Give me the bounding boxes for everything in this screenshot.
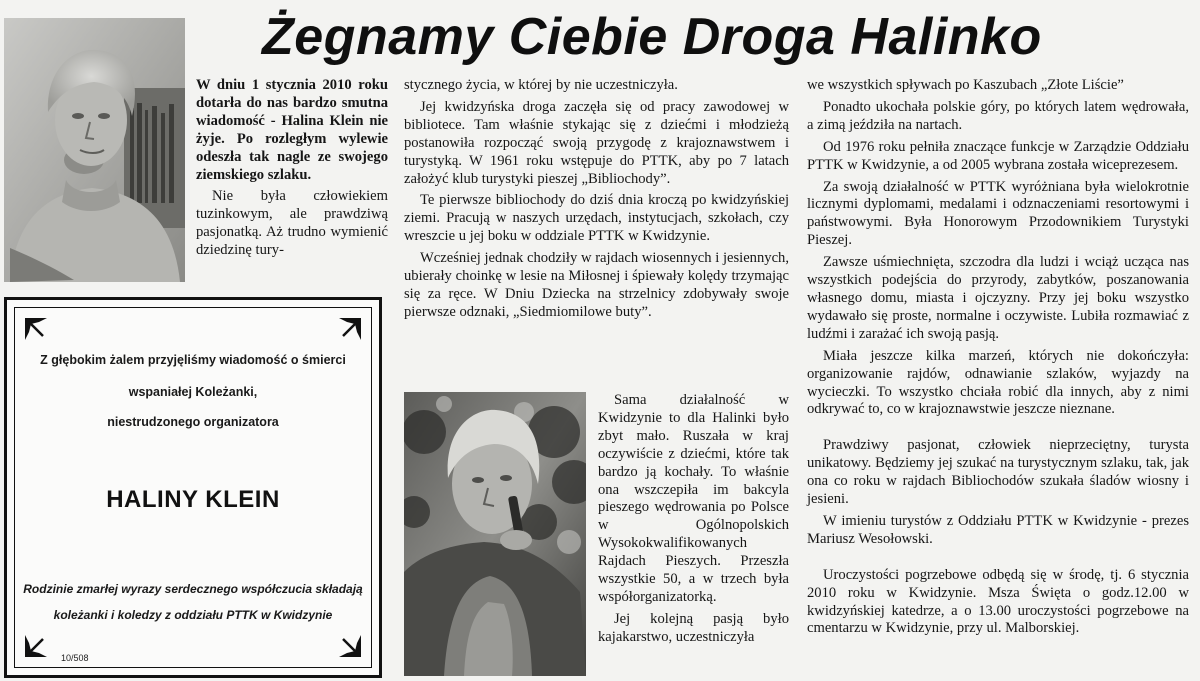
obituary-line-3: niestrudzonego organizatora xyxy=(107,415,279,429)
paragraph: W imieniu turystów z Oddziału PTTK w Kwidzynie - prezes Mariusz Wesołowski. xyxy=(807,512,1189,547)
paragraph: Za swoją działalność w PTTK wyróżniana była wielokrotnie licznymi dyplomami, medalami i odznaczeniami resortowymi i państwowymi. Była Honorowym Przodownikiem Turystyki Pieszej. xyxy=(807,178,1189,249)
paragraph: Jej kwidzyńska droga zaczęła się od pracy zawodowej w bibliotece. Tam właśnie stykając się z dziećmi i młodzieżą postanowiła rozpocząć swoją przygodę z krajoznawstwem i turystyką. W 1961 roku wstępuje do PTTK, aby po 7 latach założyć klub turystyki pieszej „Bibliochody”. xyxy=(404,98,789,187)
paragraph: Ponadto ukochała polskie góry, po których latem wędrowała, a zimą jeździła na nartach. xyxy=(807,98,1189,133)
paragraph: Te pierwsze bibliochody do dziś dnia kroczą po kwidzyńskiej ziemi. Pracują w naszych urzędach, instytucjach, szkołach, czy wreszcie u jej boku w oddziale PTTK w Kwidzynie. xyxy=(404,192,789,245)
obituary-notice xyxy=(4,297,382,678)
hiking-photo xyxy=(404,392,586,676)
paragraph: Sama działalność w Kwidzynie to dla Halinki było zbyt mało. Ruszała w kraj oczywiście z dziećmi, które tak bardzo ją kochały. To właśnie ona wszczepiła im bakcyla pieszego wędrowania po Polsce w Ogólnopolskich Wysokokwalifikowanych Rajdach Pieszych. Przeszła wszystkie 50, a w trzech była współorganizatorką. xyxy=(598,392,789,605)
paragraph: Jej kolejną pasją było kajakarstwo, uczestniczyła xyxy=(598,610,789,645)
paragraph: Miała jeszcze kilka marzeń, których nie dokończyła: organizowanie rajdów, odnawianie szlaków, wyjazdy na wycieczki. To wszystko chciała robić dla innych, aby z nimi odkrywać to, co w krajoznawstwie jeszcze nieznane. xyxy=(807,347,1189,418)
lead-paragraph: W dniu 1 stycznia 2010 roku dotarła do nas bardzo smutna wiadomość - Halina Klein nie żyje. Po rozległym wylewie odeszła tak nagle ze swojego ziemskiego szlaku. xyxy=(196,77,388,183)
corner-ornament-icon xyxy=(337,633,363,659)
obituary-code: 10/508 xyxy=(61,653,89,663)
paragraph: we wszystkich spływach po Kaszubach „Złote Liście” xyxy=(807,77,1124,93)
column-2 xyxy=(404,77,789,322)
obituary-name: HALINY KLEIN xyxy=(106,486,280,513)
paragraph: Od 1976 roku pełniła znaczące funkcje w Zarządzie Oddziału PTTK w Kwidzynie, a od 2005 wybrana została wiceprezesem. xyxy=(807,138,1189,173)
paragraph: Wcześniej jednak chodziły w rajdach wiosennych i jesiennych, ubierały choinkę w lesie na Miłosnej i śpiewały kolędy trzymając się za ręce. W Dniu Dziecka na strzelnicy zdobywały swoje pierwsze odznaki, „Siedmiomilowe buty”. xyxy=(404,250,789,320)
paragraph: Uroczystości pogrzebowe odbędą się w środę, tj. 6 stycznia 2010 roku w Kwidzynie. Msza Święta o godz.12.00 w kwidzyńskiej katedrze, a o 13.00 uroczystości pogrzebowe na cmentarzu w Kwidzynie, przy ul. Malborskiej. xyxy=(807,566,1189,637)
corner-ornament-icon xyxy=(337,316,363,342)
obituary-condolence-1: Rodzinie zmarłej wyrazy serdecznego współczucia składają xyxy=(23,582,363,596)
obituary-line-1: Z głębokim żalem przyjęliśmy wiadomość o śmierci xyxy=(40,353,346,367)
paragraph: Prawdziwy pasjonat, człowiek nieprzeciętny, turysta unikatowy. Będziemy jej szukać na turystycznym szlaku, tak, jak ona co roku w rajdach Bibliochodów szukała śladów wiosny i jesieni. xyxy=(807,437,1189,508)
corner-ornament-icon xyxy=(23,633,49,659)
paragraph: stycznego życia, w której by nie uczestniczyła. xyxy=(404,77,678,93)
obituary-condolence-2: koleżanki i koledzy z oddziału PTTK w Kwidzynie xyxy=(53,608,333,622)
column-3 xyxy=(807,77,1189,638)
obituary-line-2: wspaniałej Koleżanki, xyxy=(128,385,258,399)
paragraph: Zawsze uśmiechnięta, szczodra dla ludzi i wciąż ucząca nas wszystkich podejścia do przyrody, zabytków, poszanowania własnego domu, miasta i ojczyzny. Przy jej boku wszystko wydawało się proste, normalne i oczywiste. Lubiła rozmawiać z ludźmi i zarażać ich swoją pasją. xyxy=(807,254,1189,342)
corner-ornament-icon xyxy=(23,316,49,342)
headline: Żegnamy Ciebie Droga Halinko xyxy=(262,8,1042,66)
column-1 xyxy=(196,77,388,260)
portrait-photo xyxy=(4,18,185,282)
column-2-lower xyxy=(598,392,789,647)
paragraph: Nie była człowiekiem tuzinkowym, ale prawdziwą pasjonatką. Aż trudno wymienić dziedzinę tury- xyxy=(196,188,388,259)
